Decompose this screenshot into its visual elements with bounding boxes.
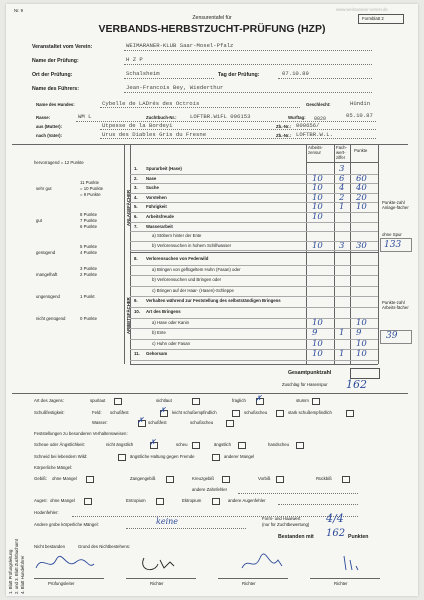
nicht-bestanden-label: Nicht bestanden <box>34 544 66 549</box>
zb-label: Zuchtbuch-Nr.: <box>146 115 177 120</box>
anlage-row-faktor: 2 <box>339 192 345 203</box>
zuschlag-label: Zuschlag für Hasenspur <box>282 382 328 387</box>
schneid-checkbox[interactable] <box>118 454 126 461</box>
arbeit-row-number: 10. <box>134 309 140 314</box>
grund-label: Grund des Nichtbestehens: <box>78 544 131 549</box>
scale-p6: 6 Punkte <box>80 224 97 229</box>
anlage-row-punkte: 10 <box>356 202 367 213</box>
watermark: www.weimaraner-verein.de <box>336 7 388 12</box>
feststellungen-label: Feststellungen zu besonderen Verhaltensweisen: <box>34 431 128 436</box>
arbeit-row-faktor: 1 <box>339 328 345 339</box>
side-note-2: 2. und 3. Blatt Zuchtbuchamt <box>14 539 19 594</box>
anlage-row-faktor: 1 <box>339 202 345 213</box>
zensurentafel-sheet <box>6 4 418 596</box>
arbeit-row-label: b) Ente <box>152 330 166 336</box>
arbeit-row-label: a) Hase oder Kanin <box>152 319 190 325</box>
arbeit-row-number: 8. <box>134 256 138 261</box>
wasser-label: Wasser: <box>92 420 108 425</box>
entropium-label: Entropium <box>126 498 146 503</box>
anlage-row-rule <box>130 222 378 223</box>
wasser-schussscheu-checkbox[interactable] <box>226 420 234 427</box>
anlage-row-number: 6. <box>134 214 138 219</box>
stumm-checkbox[interactable] <box>312 398 320 405</box>
arbeit-row-zensur: 10 <box>312 317 323 328</box>
anlage-row-faktor: 4 <box>339 183 345 194</box>
anlage-row-punkte: 30 <box>356 240 367 251</box>
section-anlagefaecher-label: ANLAGEFÄCHER <box>126 189 131 226</box>
vater-label: nach (Vater): <box>36 133 63 138</box>
side-note-1: 1. Blatt Prüfungsleitung <box>8 549 13 594</box>
koerper-label: Körperliche Mängel: <box>34 465 73 470</box>
bestanden-label: Bestanden mit <box>278 534 314 540</box>
anderer-mangel-label: anderer Mangel <box>224 454 255 459</box>
wasser-schussfest-mark: ✗ <box>137 416 144 425</box>
feld-schussfest-mark: ✗ <box>159 406 166 415</box>
arbeit-row-number: 9. <box>134 298 138 304</box>
scale-p11: 11 Punkte <box>80 180 100 185</box>
anlage-row-faktor: 6 <box>339 173 345 184</box>
anlage-row-number: 7. <box>134 223 138 229</box>
fremde-checkbox[interactable] <box>212 454 220 461</box>
scale-p7: 7 Punkte <box>80 218 97 223</box>
arbeit-row-faktor: 1 <box>339 349 345 360</box>
pruefungsleiter-label: Prüfungsleiter <box>48 581 75 586</box>
andere-maengel-value: keine <box>156 517 179 526</box>
vorbiss-label: Vorbiß <box>258 476 271 481</box>
col-zensur-label: Arbeits-zensur <box>308 145 323 155</box>
arbeit-row-label: c) Bringen auf der Haar- (Hasen)-Schleppe <box>152 287 234 293</box>
fraglich-check-mark: ✗ <box>255 394 262 403</box>
jagen-label: Art des Jagens: <box>34 398 64 403</box>
mutter-label: aus (Mutter): <box>36 124 63 129</box>
ektropium-checkbox[interactable] <box>212 498 220 505</box>
scale-hervorragend: hervorragend = 12 Punkte <box>34 160 84 165</box>
arbeit-row-punkte: 9 <box>356 328 362 339</box>
scale-p8: 8 Punkte <box>80 212 97 217</box>
arbeit-row-zensur: 10 <box>312 349 323 360</box>
andere-augen-label: andere Augenfehler <box>228 498 266 503</box>
scale-mangelhaft: mangelhaft <box>36 272 58 277</box>
side-note-3: 4. Blatt Hundeführer <box>20 555 25 594</box>
nicht-aengstlich-label: nicht ängstlich <box>106 442 134 447</box>
schussfest-label: Schußfestigkeit: <box>34 410 65 415</box>
page-number: Nr. 9 <box>14 8 24 13</box>
scale-p2: 2 Punkte <box>80 272 97 277</box>
ort-label: Ort der Prüfung: <box>32 72 73 78</box>
anlage-row-number: 2. <box>134 175 138 181</box>
form-value: 4/4 <box>326 512 344 525</box>
handscheu-checkbox[interactable] <box>296 442 304 449</box>
vorbiss-checkbox[interactable] <box>276 476 284 483</box>
richter-1-label: Richter <box>150 581 164 586</box>
mutter-zb-label: Zb.-Nr.: <box>276 124 292 129</box>
wasser-schussscheu-label: schußscheu <box>190 420 214 425</box>
leicht-schussempf-checkbox[interactable] <box>232 410 240 417</box>
mutter-zb-value: 000656/ <box>296 122 320 129</box>
anlage-row-number: 5. <box>134 204 138 210</box>
stumm-label: stumm <box>296 398 309 403</box>
scale-ungenuegend: ungenügend <box>36 294 60 299</box>
section-arbeitsfaecher-label: ARBEITSFÄCHER <box>126 297 131 334</box>
stark-schussempf-label: stark schußempfindlich <box>288 410 332 415</box>
anlage-row-zensur: 10 <box>312 240 323 251</box>
arbeit-row-rule <box>130 307 378 308</box>
wurftag-label: Wurftag: <box>288 115 306 120</box>
tag-value: 07.10.89 <box>282 70 309 77</box>
bestanden-value: 162 <box>326 528 346 539</box>
ort-value: Schalsheim <box>126 70 160 77</box>
kreuzgebiss-label: Kreuzgebiß <box>192 476 214 481</box>
vater-zb-value: LOFTBR.W.L. <box>296 131 333 138</box>
fraglich-label: fraglich <box>232 398 246 403</box>
arbeit-row-rule <box>130 339 378 340</box>
geschlecht-label: Geschlecht: <box>306 102 331 107</box>
wasser-schussfest-label: schußfest <box>148 420 167 425</box>
col-faktor-label: Fach-wert-ziffer <box>336 145 347 160</box>
veranstalter-value: WEIMARANER-KLUB Saar-Mosel-Pfalz <box>126 42 234 49</box>
dog-name-value: Cybelle de LADrés des Octrois <box>102 100 200 107</box>
anlage-row-punkte: 40 <box>356 183 367 194</box>
anlage-row-label: b) Verlorensuchen in hohem Schilfwasser <box>152 242 232 248</box>
scale-p3: 3 Punkte <box>80 266 97 271</box>
arbeit-row-label: c) Huhn oder Fasan <box>152 340 190 346</box>
arbeit-row-label: Art des Bringens <box>146 309 181 314</box>
rueckbiss-checkbox[interactable] <box>342 476 350 483</box>
scheu-checkbox[interactable] <box>192 442 200 449</box>
scale-p0: 0 Punkte <box>80 316 97 321</box>
arbeit-row-rule <box>130 275 378 276</box>
arbeit-punkte-label: Punkte-zahl Arbeits-fächer <box>382 300 409 310</box>
scale-gut: gut <box>36 218 42 223</box>
signature-richter-2 <box>242 554 282 568</box>
anlage-row-label: Suche <box>146 185 159 191</box>
schussscheu-label: schußscheu <box>244 410 268 415</box>
form-label: Form- und Haarwert <box>262 516 301 521</box>
scale-p9: = 9 Punkte <box>80 192 101 197</box>
anlage-row-punkte: 60 <box>356 173 367 184</box>
anlage-row-faktor: 3 <box>339 164 345 174</box>
anlage-row-number: 3. <box>134 185 138 191</box>
anlage-row-label: Nase <box>146 175 157 181</box>
feld-schussfest-label: schußfest <box>110 410 129 415</box>
form-sub: (nur für Zuchtbewertung) <box>262 522 310 527</box>
sichtlaut-label: sichtlaut <box>156 398 172 403</box>
wurftag-value: 05.10.87 <box>346 112 373 119</box>
scale-nicht-genuegend: nicht genügend <box>36 316 66 321</box>
pruefung-value: H Z P <box>126 56 143 63</box>
anlage-row-zensur: 10 <box>312 173 323 184</box>
hd-value: 0020 <box>314 116 327 122</box>
ohne-spur-label: ohne Spur <box>382 232 402 237</box>
gebiss-ohne-checkbox[interactable] <box>86 476 94 483</box>
signature-pruefungsleiter <box>36 556 94 568</box>
scale-genuegend: genügend <box>36 250 56 255</box>
vater-zb-label: Zb.-Nr.: <box>276 133 292 138</box>
stark-schussempf-checkbox[interactable] <box>346 410 354 417</box>
tag-label: Tag der Prüfung: <box>218 72 260 78</box>
col-punkte-label: Punkte <box>354 148 368 153</box>
gesamt-label: Gesamtpunktzahl <box>288 370 332 376</box>
scale-p4: 4 Punkte <box>80 250 97 255</box>
arbeit-total: 39 <box>386 331 398 341</box>
arbeit-row-punkte: 10 <box>356 317 367 328</box>
augen-ohne-checkbox[interactable] <box>84 498 92 505</box>
punkten-label: Punkten <box>348 534 369 540</box>
arbeit-row-rule <box>130 318 378 319</box>
hoden-label: Hodenfehler: <box>34 510 59 515</box>
arbeit-row-rule <box>130 286 378 287</box>
scale-p10: = 10 Punkte <box>80 186 104 191</box>
anlage-row-label: a) Stöbern hinter der Ente <box>152 233 202 239</box>
rueckbiss-label: Rückbiß <box>316 476 332 481</box>
page-title: VERBANDS-HERBSTZUCHT-PRÜFUNG (HZP) <box>98 23 326 35</box>
arbeit-row-label: Verhalten während zur Feststellung des selbstständigen Bringens <box>146 298 281 304</box>
dog-name-label: Name des Hundes: <box>36 102 75 107</box>
anlage-punkte-label: Punkte-zahl Anlage-fächer <box>382 200 409 210</box>
schneid-label: Schneid bei lebendem Wild: <box>34 454 88 459</box>
mutter-value: Utpesse de la Bordeyi <box>102 122 173 129</box>
sichtlaut-checkbox[interactable] <box>192 398 200 405</box>
anlage-total: 133 <box>384 240 402 250</box>
anlage-row-zensur: 10 <box>312 192 323 203</box>
nicht-aengstlich-mark: ✗ <box>149 438 156 447</box>
gebiss-ohne-label: ohne Mangel <box>52 476 77 481</box>
anlage-row-zensur: 10 <box>312 212 323 222</box>
aengstlich-label: ängstlich <box>214 442 231 447</box>
anlage-row-punkte: 20 <box>356 192 367 203</box>
anlage-row-label: Wasserarbeit <box>146 223 173 229</box>
zb-value: LOFTBR.W1FL 006153 <box>190 113 251 120</box>
andere-maengel-label: Andere grobe körperliche Mängel: <box>34 522 99 527</box>
kreuzgebiss-checkbox[interactable] <box>222 476 230 483</box>
anlage-row-rule <box>130 231 378 232</box>
ektropium-label: Ektropium <box>182 498 202 503</box>
handscheu-label: handscheu <box>268 442 290 447</box>
anlage-row-zensur: 10 <box>312 202 323 213</box>
aengstlich-checkbox[interactable] <box>238 442 246 449</box>
fuehrer-label: Name des Führers: <box>32 86 79 92</box>
augen-label: Augen: <box>34 498 48 503</box>
scale-p1: 1 Punkt <box>80 294 95 299</box>
gesamt-value: 162 <box>346 378 367 391</box>
anlage-row-label: Arbeitsfreude <box>146 214 174 219</box>
andere-zahnfehler-label: andere Zahnfehler <box>192 487 228 492</box>
pruefung-label: Name der Prüfung: <box>32 58 79 64</box>
leicht-schussempf-label: leicht schußempfindlich <box>172 410 217 415</box>
arbeit-row-label: b) Verlorensuchen und Bringen oder <box>152 277 222 283</box>
vater-value: Urus des Diables Gris du Fresne <box>102 131 207 138</box>
arbeit-row-label: Gehorsam <box>146 351 168 357</box>
scheu-option-label: scheu <box>176 442 188 447</box>
arbeit-row-zensur: 10 <box>312 338 323 349</box>
anlage-row-label: Spurarbeit (Hase) <box>146 166 182 171</box>
anlage-row-zensur: 10 <box>312 183 323 194</box>
veranstalter-label: Veranstaltet vom Verein: <box>32 44 93 50</box>
anlage-row-label: Führigkeit <box>146 204 167 210</box>
spurlaut-label: spurlaut <box>90 398 106 403</box>
entropium-checkbox[interactable] <box>156 498 164 505</box>
arbeit-row-rule <box>130 265 378 266</box>
fuehrer-value: Jean-Francois Bey, Wiederthur <box>126 84 224 91</box>
anlage-row-rule <box>130 212 378 213</box>
arbeit-row-punkte: 10 <box>356 338 367 349</box>
fremde-label: ängstliche Haltung gegen Fremde <box>130 454 195 459</box>
zangengebiss-label: Zangengebiß <box>130 476 156 481</box>
anlage-row-label: Vorstehen <box>146 194 167 200</box>
arbeit-row-rule <box>130 360 378 361</box>
arbeit-row-zensur: 9 <box>312 328 318 339</box>
geschlecht-value: Hündin <box>350 100 371 107</box>
scale-p5: 5 Punkte <box>80 244 97 249</box>
gebiss-label: Gebiß: <box>34 476 47 481</box>
anlage-row-number: 1. <box>134 166 138 171</box>
arbeit-row-label: a) Bringen von geflügeltem Huhn (Fasan) oder <box>152 266 241 272</box>
scale-sehr-gut: sehr gut <box>36 186 52 191</box>
subtitle: Zensurentafel für <box>192 15 232 21</box>
zangengebiss-checkbox[interactable] <box>166 476 174 483</box>
signatures <box>32 550 412 576</box>
richter-3-label: Richter <box>334 581 348 586</box>
arbeit-row-rule <box>130 296 378 297</box>
anlage-row-number: 4. <box>134 194 138 200</box>
rasse-value: WM L <box>78 113 92 120</box>
feld-label: Feld: <box>92 410 102 415</box>
arbeit-row-label: Verlorensuchen von Federwild <box>146 256 209 261</box>
spurlaut-checkbox[interactable] <box>114 398 122 405</box>
schussscheu-checkbox[interactable] <box>276 410 284 417</box>
augen-ohne-label: ohne Mangel <box>50 498 75 503</box>
arbeit-row-number: 11. <box>134 351 140 357</box>
formblatt-label: Formblatt 2 <box>362 16 384 21</box>
anlage-row-faktor: 3 <box>339 240 345 251</box>
signature-richter-1 <box>143 558 174 570</box>
arbeit-row-punkte: 10 <box>356 349 367 360</box>
richter-2-label: Richter <box>242 581 256 586</box>
rasse-label: Rasse: <box>36 115 51 120</box>
scheu-label: Scheue oder Ängstlichkeit: <box>34 442 85 447</box>
signature-richter-3 <box>344 556 358 570</box>
